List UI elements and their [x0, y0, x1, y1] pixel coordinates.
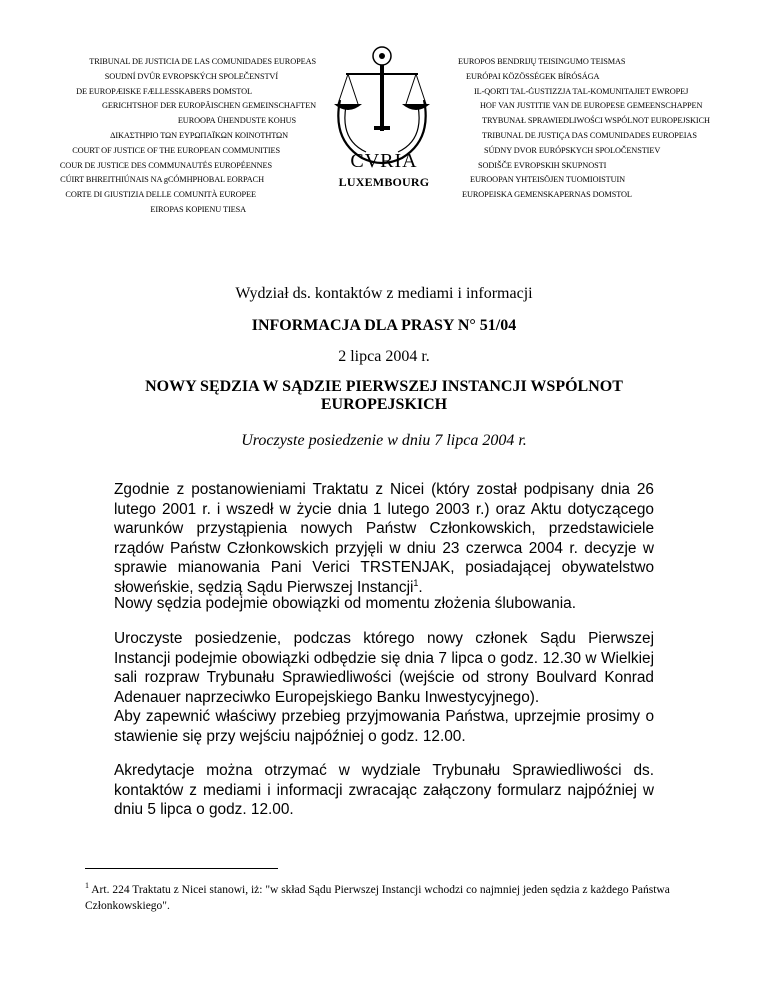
department-name: Wydział ds. kontaktów z mediami i informacji	[235, 285, 533, 302]
paragraph: Akredytacje można otrzymać w wydziale Trybunału Sprawiedliwości ds. kontaktów z mediami i informacji zwracając załączony formularz najpóźniej w dniu 5 lipca o godz. 12.00.	[114, 762, 654, 819]
court-name: TRIBUNAL DE JUSTIÇA DAS COMUNIDADES EUROPEIAS	[482, 130, 697, 140]
court-name: TRYBUNAŁ SPRAWIEDLIWOŚCI WSPÓLNOT EUROPEJSKICH	[482, 116, 710, 126]
court-name: EUROOPA ÜHENDUSTE KOHUS	[177, 116, 296, 126]
court-name: SÚDNY DVOR EURÓPSKYCH SPOLOČENSTIEV	[484, 145, 661, 155]
paragraph-end: .	[418, 578, 423, 596]
paragraph: Uroczyste posiedzenie, podczas którego nowy członek Sądu Pierwszej Instancji podejmie obowiązki odbędzie się dnia 7 lipca o godz. 12.30 w Wielkiej sali rozpraw Trybunału Sprawiedliwości (wejście od strony Boulvard Konrad Adenauer naprzeciwko Europejskiego Banku Inwestycyjnego).	[114, 630, 654, 706]
release-date: 2 lipca 2004 r.	[338, 348, 430, 365]
headline-line: EUROPEJSKICH	[320, 396, 448, 413]
press-release-number: INFORMACJA DLA PRASY N° 51/04	[251, 317, 517, 334]
subtitle: Uroczyste posiedzenie w dniu 7 lipca 2004 r.	[241, 432, 527, 449]
court-name: COURT OF JUSTICE OF THE EUROPEAN COMMUNITIES	[72, 145, 280, 155]
court-name: CÚIRT BHREITHIÚNAIS NA gCÓMHPHOBAL EORPACH	[60, 175, 264, 185]
footnote-mark: 1	[85, 881, 89, 891]
court-name: EUROPEISKA GEMENSKAPERNAS DOMSTOL	[462, 190, 632, 200]
court-name: COUR DE JUSTICE DES COMMUNAUTÉS EUROPÉENNES	[59, 160, 272, 170]
footnote-reference: 1	[413, 577, 419, 588]
court-name: GERICHTSHOF DER EUROPÄISCHEN GEMEINSCHAFTEN	[102, 101, 316, 111]
paragraph-text: Zgodnie z postanowieniami Traktatu z Nicei (który został podpisany dnia 26 lutego 2001 r. i wszedł w życie dnia 1 lutego 2003 r.) oraz Aktu dotyczącego warunków przystąpienia nowych Państw Członkowskich, przedstawiciele rządów Państw Członkowskich przyjęli w dniu 23 czerwca 2004 r. decyzje w sprawie mianowania Pani Verici TRSTENJAK, posiadającej obywatelstwo słoweńskie, sędzią Sądu Pierwszej Instancji	[114, 481, 654, 596]
court-name: SOUDNÍ DVŮR EVROPSKÝCH SPOLEČENSTVÍ	[104, 71, 278, 81]
court-name: HOF VAN JUSTITIE VAN DE EUROPESE GEMEENSCHAPPEN	[480, 101, 703, 111]
footnote-divider	[85, 868, 278, 869]
footnote	[85, 882, 685, 914]
paragraph	[114, 480, 654, 598]
header-courts-left	[0, 55, 316, 218]
court-name: IL-QORTI TAL-ĠUSTIZZJA TAL-KOMUNITAJIET EWROPEJ	[474, 86, 689, 96]
court-name: EIROPAS KOPIENU TIESA	[150, 204, 246, 214]
court-name: TRIBUNAL DE JUSTICIA DE LAS COMUNIDADES EUROPEAS	[89, 57, 316, 66]
footnote-text: Art. 224 Traktatu z Nicei stanowi, iż: "w skład Sądu Pierwszej Instancji wchodzi co najmniej jeden sędzia z każdego Państwa Członkowskiego".	[85, 884, 670, 912]
court-name: EURÓPAI KÖZÖSSÉGEK BÍRÓSÁGA	[466, 71, 600, 81]
court-name: EUROOPAN YHTEISÖJEN TUOMIOISTUIN	[470, 175, 626, 185]
court-name: CORTE DI GIUSTIZIA DELLE COMUNITÀ EUROPEE	[65, 190, 256, 200]
court-name: EUROPOS BENDRIJŲ TEISINGUMO TEISMAS	[458, 57, 626, 66]
court-name: ΔΙΚΑΣΤΗΡΙΟ ΤΩΝ ΕΥΡΩΠΑΪΚΩΝ ΚΟΙΝΟΤΗΤΩΝ	[110, 130, 288, 140]
court-name: SODIŠČE EVROPSKIH SKUPNOSTI	[478, 160, 607, 170]
paragraph: Nowy sędzia podejmie obowiązki od momentu złożenia ślubowania.	[114, 595, 576, 612]
headline	[0, 378, 768, 414]
court-name: DE EUROPÆISKE FÆLLESSKABERS DOMSTOL	[76, 86, 252, 96]
paragraph: Aby zapewnić właściwy przebieg przyjmowania Państwa, uprzejmie prosimy o stawienie się przy wejściu najpóźniej o godz. 12.00.	[114, 708, 654, 745]
emblem-text: CVRIA	[350, 150, 418, 172]
header-courts-right	[458, 55, 768, 203]
headline-line: NOWY SĘDZIA W SĄDZIE PIERWSZEJ INSTANCJI WSPÓLNOT	[145, 378, 623, 395]
city-label: LUXEMBOURG	[338, 175, 430, 189]
